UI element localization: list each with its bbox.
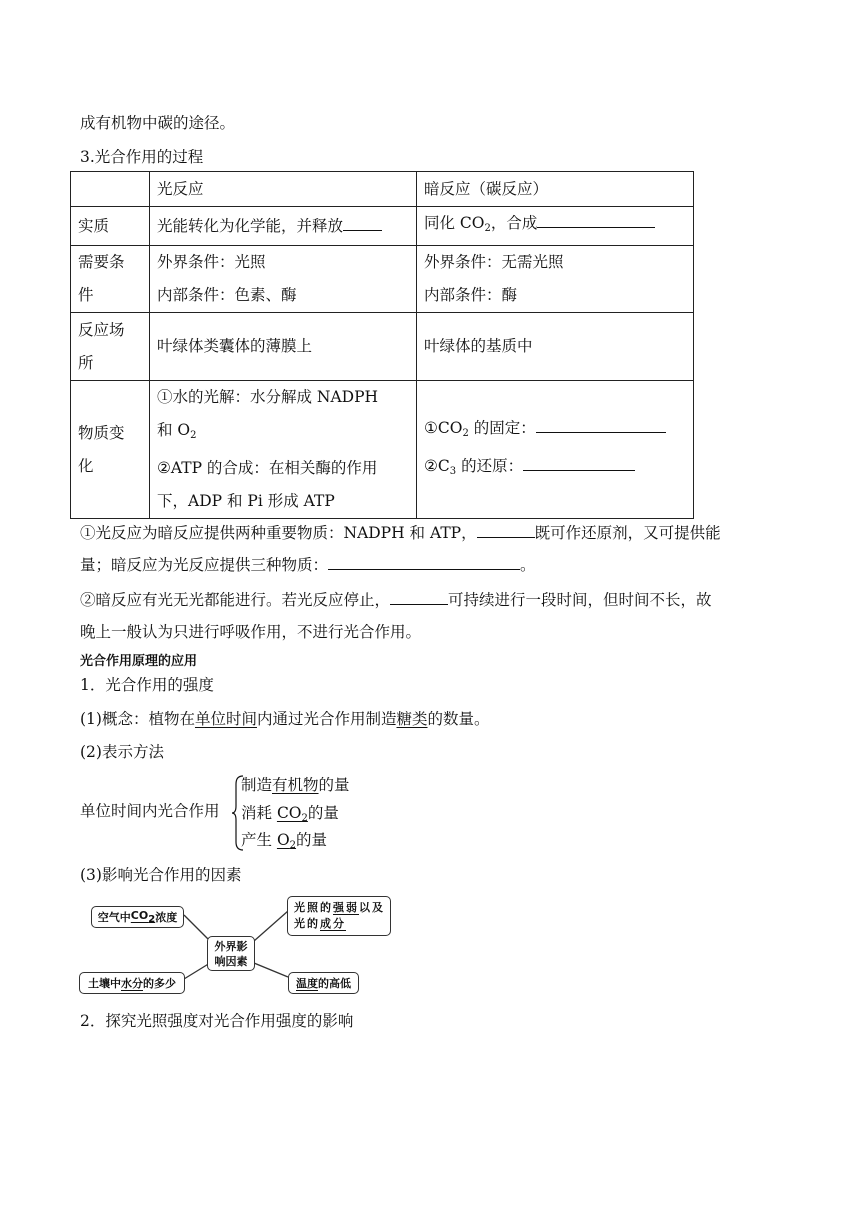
cell-light: 光能转化为化学能，并释放 — [150, 207, 417, 246]
item2-title: 2．探究光照强度对光合作用强度的影响 — [80, 1012, 354, 1030]
row-label: 需要条 件 — [71, 246, 150, 313]
row-label: 反应场 所 — [71, 313, 150, 381]
note2-line2: 晚上一般认为只进行呼吸作用，不进行光合作用。 — [80, 623, 422, 641]
note2-line1: ②暗反应有光无光都能进行。若光反应停止， 可持续进行一段时间，但时间不长，故 — [80, 588, 712, 611]
factor-water-box: 土壤中 水分 的多少 — [79, 972, 185, 994]
factor-temperature-box: 温度 的高低 — [288, 972, 359, 994]
table-row — [71, 246, 694, 313]
row-label: 物质变 化 — [71, 381, 150, 519]
cell-dark: 叶绿体的基质中 — [417, 313, 694, 381]
brace-item-o2: 产生 $O_2$的量 — [241, 831, 328, 851]
row-label: 实质 — [71, 207, 150, 246]
answer-blank[interactable] — [536, 416, 666, 433]
header-light: 光反应 — [150, 172, 417, 207]
cell-light: 外界条件：光照 内部条件：色素、酶 — [150, 246, 417, 313]
header-dark: 暗反应（碳反应） — [417, 172, 694, 207]
answer-blank[interactable] — [523, 454, 635, 471]
cell-light: 叶绿体类囊体的薄膜上 — [150, 313, 417, 381]
applications-heading: 光合作用原理的应用 — [80, 654, 198, 669]
table-row — [71, 313, 694, 381]
factors-title: (3)影响光合作用的因素 — [80, 866, 242, 884]
answer-blank[interactable] — [537, 211, 655, 228]
process-table — [70, 171, 694, 519]
concept-line: (1)概念：植物在单位时间内通过光合作用制造糖类的数量。 — [80, 710, 490, 728]
cell-dark: 同化 $CO_2$，合成 — [417, 207, 694, 246]
cell-light: ①水的光解：水分解成 NADPH 和 $O_2$ ②ATP 的合成：在相关酶的作用 下，ADP 和 Pi 形成 ATP — [150, 381, 417, 519]
section3-title: 3.光合作用的过程 — [80, 148, 204, 166]
answer-blank[interactable] — [390, 588, 448, 605]
brace-item-organic: 制造有机物的量 — [241, 776, 350, 794]
intro-line: 成有机物中碳的途径。 — [80, 114, 236, 132]
table-row — [71, 381, 694, 519]
center-factors-box: 外界影 响因素 — [207, 936, 255, 971]
factor-light-box: 光照的强弱以及 光的成分 — [287, 896, 391, 936]
table-header-row — [71, 172, 694, 207]
header-empty — [71, 172, 150, 207]
answer-blank[interactable] — [343, 214, 382, 231]
answer-blank[interactable] — [328, 553, 520, 570]
factor-co2-box: 空气中 $CO_2$ 浓度 — [91, 906, 184, 928]
item1-title: 1．光合作用的强度 — [80, 676, 214, 694]
brace-item-co2: 消耗 $CO_2$的量 — [241, 804, 339, 824]
answer-blank[interactable] — [477, 521, 535, 538]
brace-left-label: 单位时间内光合作用 — [80, 802, 220, 820]
note1-line1: ①光反应为暗反应提供两种重要物质：NADPH 和 ATP， 既可作还原剂，又可提供能 — [80, 521, 721, 544]
cell-dark: 外界条件：无需光照 内部条件：酶 — [417, 246, 694, 313]
method-title: (2)表示方法 — [80, 743, 164, 761]
table-row — [71, 207, 694, 246]
cell-dark: $①CO_2$ 的固定： $②C_3$ 的还原： — [417, 381, 694, 519]
note1-line2: 量；暗反应为光反应提供三种物质： 。 — [80, 553, 536, 576]
